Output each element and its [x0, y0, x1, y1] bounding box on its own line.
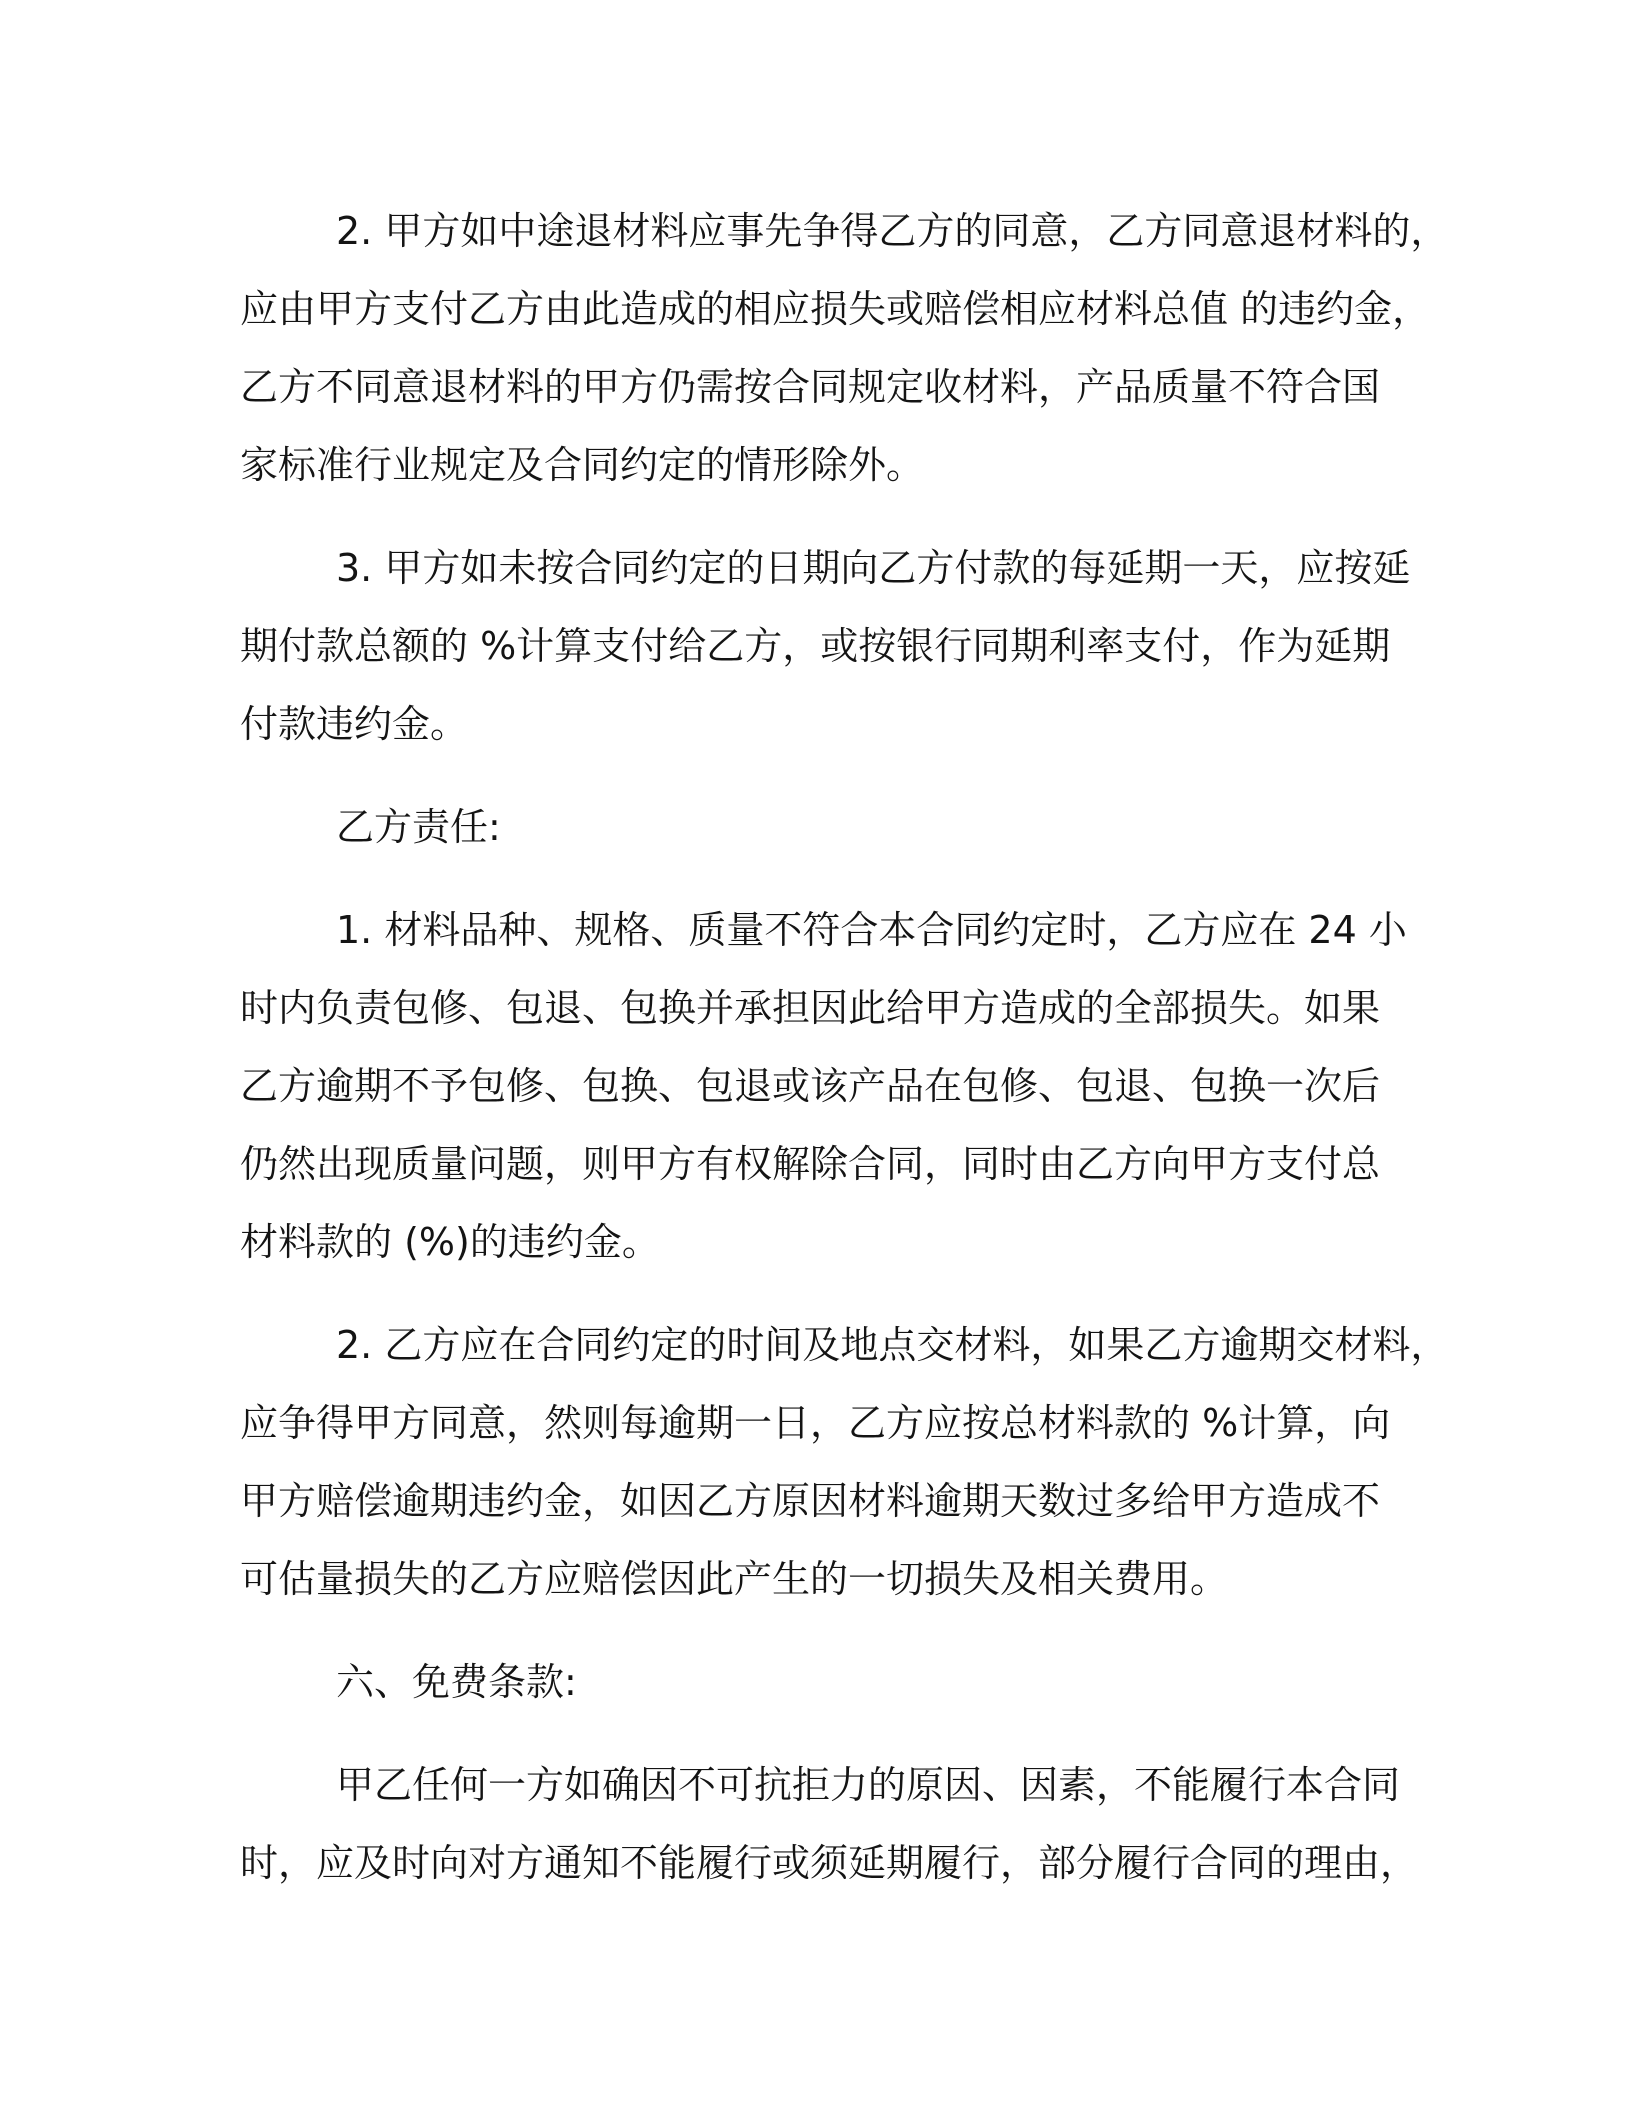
text-line: 1. 材料品种、规格、质量不符合本合同约定时，乙方应在 24 小: [336, 908, 1407, 952]
section-heading: 六、免费条款:: [336, 1660, 577, 1704]
paragraph-party-b-delivery: [240, 1306, 1449, 1618]
text-line: 期付款总额的 %计算支付给乙方，或按银行同期利率支付，作为延期: [240, 624, 1391, 668]
text-line: 时，应及时向对方通知不能履行或须延期履行，部分履行合同的理由，: [240, 1841, 1419, 1885]
paragraph-party-a-return-materials: [240, 192, 1449, 504]
text-line: 甲方赔偿逾期违约金，如因乙方原因材料逾期天数过多给甲方造成不: [240, 1479, 1381, 1523]
paragraph-party-b-quality: [240, 891, 1410, 1281]
heading-exemption-clause: [240, 1643, 1410, 1721]
document-body: [240, 192, 1449, 1927]
text-line: 家标准行业规定及合同约定的情形除外。: [240, 443, 925, 487]
text-line: 仍然出现质量问题，则甲方有权解除合同，同时由乙方向甲方支付总: [240, 1142, 1381, 1186]
text-line: 付款违约金。: [240, 702, 469, 746]
text-line: 2. 乙方应在合同约定的时间及地点交材料，如果乙方逾期交材料，: [336, 1323, 1449, 1367]
text-line: 应由甲方支付乙方由此造成的相应损失或赔偿相应材料总值 的违约金，: [240, 287, 1431, 331]
section-heading: 乙方责任:: [336, 805, 501, 849]
text-line: 2. 甲方如中途退材料应事先争得乙方的同意，乙方同意退材料的，: [336, 209, 1449, 253]
paragraph-force-majeure: [240, 1746, 1419, 1902]
paragraph-party-a-late-payment: [240, 529, 1410, 763]
heading-party-b-responsibility: [240, 788, 1410, 866]
text-line: 甲乙任何一方如确因不可抗拒力的原因、因素，不能履行本合同: [336, 1763, 1401, 1807]
text-line: 材料款的 (%)的违约金。: [240, 1220, 660, 1264]
text-line: 乙方逾期不予包修、包换、包退或该产品在包修、包退、包换一次后: [240, 1064, 1381, 1108]
text-line: 时内负责包修、包退、包换并承担因此给甲方造成的全部损失。如果: [240, 986, 1381, 1030]
text-line: 应争得甲方同意，然则每逾期一日，乙方应按总材料款的 %计算，向: [240, 1401, 1391, 1445]
text-line: 乙方不同意退材料的甲方仍需按合同规定收材料，产品质量不符合国: [240, 365, 1381, 409]
text-line: 可估量损失的乙方应赔偿因此产生的一切损失及相关费用。: [240, 1557, 1229, 1601]
text-line: 3. 甲方如未按合同约定的日期向乙方付款的每延期一天，应按延: [336, 546, 1411, 590]
